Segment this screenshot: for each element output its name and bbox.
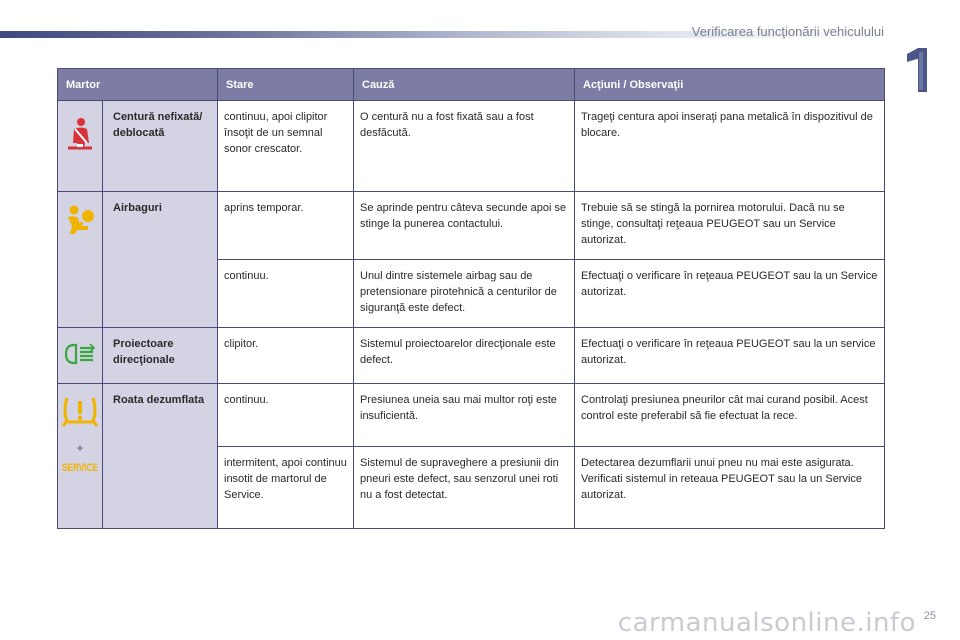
table-header-row xyxy=(58,69,885,101)
lamp-name: Airbaguri xyxy=(103,192,218,328)
header-actiuni: Acţiuni / Observaţii xyxy=(575,69,885,101)
cause-cell: Sistemul de supraveghere a presiunii din pneuri este defect, sau senzorul unei roti nu a fost detectat. xyxy=(354,447,575,529)
section-title: Verificarea funcţionării vehiculului xyxy=(691,24,884,39)
table-row xyxy=(58,384,885,447)
plus-sign: + xyxy=(76,441,84,455)
tyre-icon-cell xyxy=(58,384,103,529)
action-cell: Efectuaţi o verificare în reţeaua PEUGEOT sau la un Service autorizat. xyxy=(575,260,885,328)
header-martor: Martor xyxy=(58,69,218,101)
state-cell: continuu. xyxy=(218,260,354,328)
table-row xyxy=(58,328,885,384)
action-cell: Controlaţi presiunea pneurilor cât mai curand posibil. Acest control este preferabil să fie efectuat la rece. xyxy=(575,384,885,447)
table-row xyxy=(58,192,885,260)
state-cell: continuu, apoi clipitor însoţit de un semnal sonor crescator. xyxy=(218,101,354,192)
cause-cell: Sistemul proiectoarelor direcţionale este defect. xyxy=(354,328,575,384)
chapter-number xyxy=(905,44,929,94)
state-cell: aprins temporar. xyxy=(218,192,354,260)
seatbelt-warning-icon xyxy=(65,117,95,151)
cause-cell: O centură nu a fost fixată sau a fost desfăcută. xyxy=(354,101,575,192)
action-cell: Detectarea dezumflarii unui pneu nu mai este asigurata. Verificati sistemul in reteaua PEUGEOT sau la un Service autorizat. xyxy=(575,447,885,529)
warning-lamps-table xyxy=(57,68,885,529)
table-row xyxy=(58,101,885,192)
tyre-pressure-warning-icon xyxy=(61,394,99,428)
airbag-icon-cell xyxy=(58,192,103,328)
state-cell: clipitor. xyxy=(218,328,354,384)
state-cell: intermitent, apoi continuu insotit de martorul de Service. xyxy=(218,447,354,529)
seatbelt-icon-cell xyxy=(58,101,103,192)
airbag-warning-icon xyxy=(64,204,96,236)
directional-headlamp-icon xyxy=(64,342,96,366)
lamp-name: Centură nefixată/ deblocată xyxy=(103,101,218,192)
header-stare: Stare xyxy=(218,69,354,101)
watermark: carmanualsonline.info xyxy=(617,608,916,638)
service-warning-icon xyxy=(61,460,99,474)
page-number: 25 xyxy=(923,610,936,622)
headlamp-icon-cell xyxy=(58,328,103,384)
action-cell: Trebuie să se stingă la pornirea motorului. Dacă nu se stinge, consultaţi reţeaua PEUGEOT sau un Service autorizat. xyxy=(575,192,885,260)
cause-cell: Presiunea uneia sau mai multor roţi este insuficientă. xyxy=(354,384,575,447)
action-cell: Efectuaţi o verificare în reţeaua PEUGEOT sau la un service autorizat. xyxy=(575,328,885,384)
header-cauza: Cauză xyxy=(354,69,575,101)
lamp-name: Roata dezumflata xyxy=(103,384,218,529)
cause-cell: Unul dintre sistemele airbag sau de pretensionare pirotehnică a centurilor de siguranţă este defect. xyxy=(354,260,575,328)
action-cell: Trageţi centura apoi inseraţi pana metalică în dispozitivul de blocare. xyxy=(575,101,885,192)
lamp-name: Proiectoare direcţionale xyxy=(103,328,218,384)
service-badge-text: SERVICE xyxy=(62,462,98,474)
cause-cell: Se aprinde pentru câteva secunde apoi se stinge la punerea contactului. xyxy=(354,192,575,260)
state-cell: continuu. xyxy=(218,384,354,447)
